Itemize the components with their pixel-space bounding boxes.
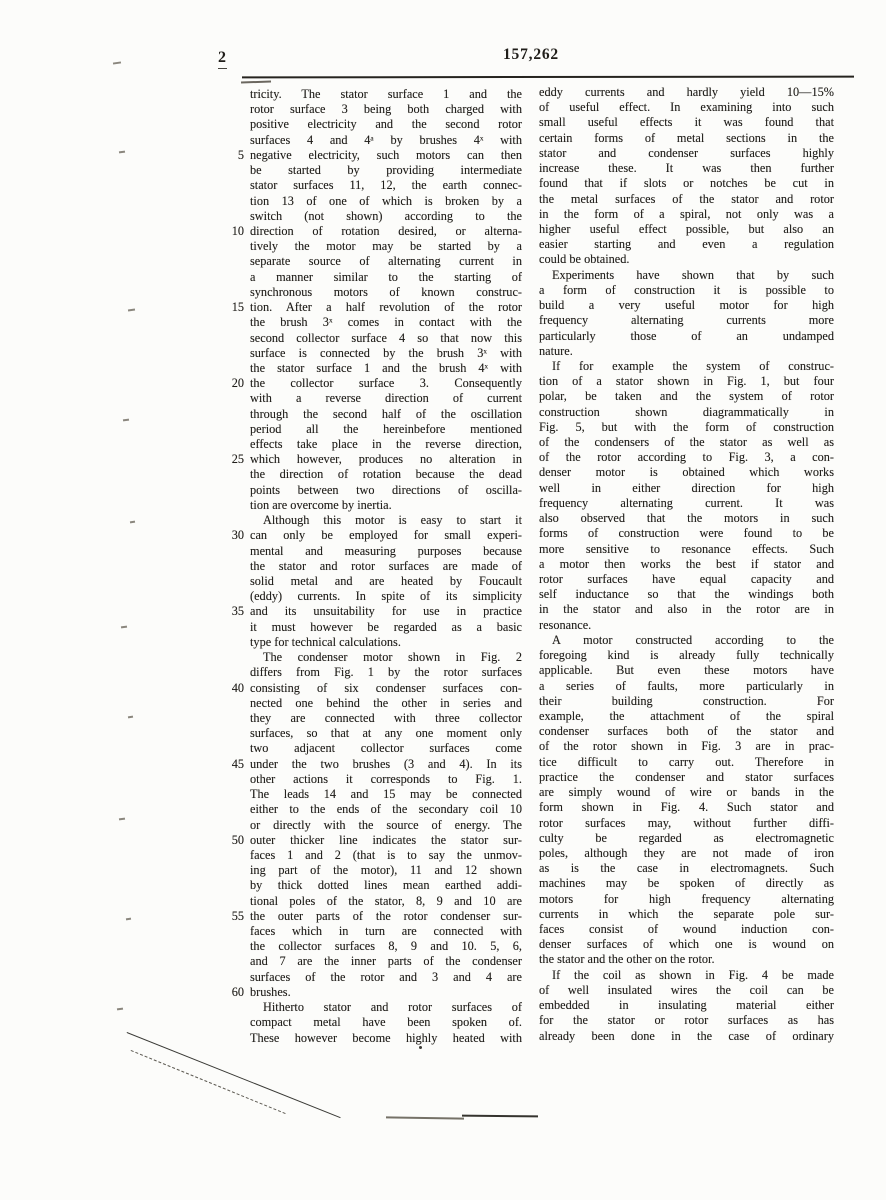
line-text: Fig. 5, but with the form of construction — [539, 419, 834, 434]
text-line — [250, 163, 522, 178]
text-line — [250, 87, 522, 102]
line-number: 15 — [231, 300, 244, 315]
page-number: 2 — [218, 49, 227, 69]
line-text: small useful effects it was found that — [539, 115, 834, 130]
line-text: the direction of rotation because the dead — [250, 467, 522, 482]
text-line — [539, 115, 834, 130]
line-text: which however, produces no alteration in — [250, 452, 522, 467]
text-line — [250, 924, 522, 939]
line-text: faces which in turn are connected with — [250, 924, 522, 939]
text-line — [539, 329, 834, 344]
text-line — [539, 861, 834, 876]
text-line — [539, 968, 834, 983]
line-text: practice the condenser and stator surfaces — [539, 769, 834, 784]
text-line — [250, 878, 522, 893]
text-line — [250, 178, 522, 193]
line-text: surface is connected by the brush 3ˣ with — [250, 345, 522, 360]
line-text: foregoing kind is already fully technically — [539, 648, 834, 663]
line-number: 10 — [231, 223, 244, 238]
text-line — [539, 694, 834, 709]
line-text: also observed that the motors in such — [539, 511, 834, 526]
text-line — [250, 346, 522, 361]
text-line — [231, 300, 522, 315]
text-line — [250, 711, 522, 726]
scan-speck — [113, 61, 121, 64]
text-line — [539, 420, 834, 435]
text-line — [250, 1031, 522, 1046]
line-text: for the stator or rotor surfaces as has — [539, 1013, 834, 1028]
line-text: These however become highly heated with — [250, 1030, 522, 1045]
text-line — [250, 239, 522, 254]
text-line — [539, 192, 834, 207]
scan-speck — [119, 151, 125, 154]
line-text: resonance. — [539, 617, 592, 632]
text-line — [539, 922, 834, 937]
line-text: stator and condenser surfaces highly — [539, 145, 834, 160]
line-text: of the condensers of the stator as well as — [539, 435, 834, 450]
text-line — [539, 739, 834, 754]
line-number: 50 — [231, 832, 244, 847]
line-text: outer thicker line indicates the stator sur- — [250, 832, 522, 847]
text-line — [539, 146, 834, 161]
text-line — [539, 389, 834, 404]
text-line — [539, 374, 834, 389]
text-line — [539, 511, 834, 526]
text-line — [539, 602, 834, 617]
text-line — [250, 772, 522, 787]
line-text: differs from Fig. 1 by the rotor surfaces — [250, 665, 522, 680]
text-line — [539, 1013, 834, 1028]
text-line — [231, 984, 522, 1000]
text-line — [250, 422, 522, 437]
text-line — [539, 648, 834, 663]
scan-speck — [128, 716, 133, 719]
line-text: ing part of the motor), 11 and 12 shown — [250, 863, 522, 878]
text-line — [539, 435, 834, 450]
line-text: second collector surface 4 so that now this — [250, 330, 522, 345]
text-line — [539, 983, 834, 998]
text-line — [250, 391, 522, 406]
line-text: form shown in Fig. 4. Such stator and — [539, 800, 834, 815]
text-line — [250, 589, 522, 604]
text-line — [250, 787, 522, 802]
line-text: and its unsuitability for use in practice — [250, 604, 522, 619]
line-text: or directly with the source of energy. The — [250, 817, 522, 832]
line-text: with a reverse direction of current — [250, 391, 522, 406]
text-line — [539, 709, 834, 724]
line-text: tion. After a half revolution of the rotor — [250, 300, 522, 315]
scan-smudge — [462, 1115, 538, 1118]
line-text: If for example the system of construc- — [552, 358, 834, 373]
line-text: the stator and the other on the rotor. — [539, 952, 715, 967]
line-text: a motor then works the best if stator and — [539, 556, 834, 571]
text-line — [250, 102, 522, 117]
line-text: motors for high frequency alternating — [539, 891, 834, 906]
line-text: faces 1 and 2 (that is to say the unmov- — [250, 847, 522, 862]
line-text: tricity. The stator surface 1 and the — [250, 87, 522, 101]
line-text: could be obtained. — [539, 252, 630, 267]
line-text: the collector surfaces 8, 9 and 10. 5, 6, — [250, 939, 522, 954]
line-text: consisting of six condenser surfaces con- — [250, 680, 522, 695]
line-text: surfaces 4 and 4ᵃ by brushes 4ˣ with — [250, 132, 522, 147]
text-line — [539, 283, 834, 298]
text-line — [237, 147, 522, 163]
text-line — [539, 298, 834, 313]
line-text: faces consist of wound induction con- — [539, 922, 834, 937]
text-line — [250, 635, 522, 650]
text-line — [539, 892, 834, 907]
scan-speck — [130, 521, 135, 524]
text-line — [250, 1015, 522, 1030]
line-text: rotor surfaces may, without further diffi- — [539, 815, 834, 830]
header-rule-dash — [241, 80, 271, 83]
text-line — [250, 331, 522, 346]
line-text: type for technical calculations. — [250, 634, 401, 649]
text-line — [539, 785, 834, 800]
text-line — [250, 696, 522, 711]
text-line — [539, 405, 834, 420]
text-line — [539, 724, 834, 739]
line-text: the outer parts of the rotor condenser sur- — [250, 908, 522, 923]
text-line — [250, 665, 522, 680]
text-line — [539, 481, 834, 496]
line-text: points between two directions of oscilla- — [250, 482, 522, 497]
line-text: are simply wound of wire or bands in the — [539, 785, 834, 800]
line-text: denser surfaces of which one is wound on — [539, 937, 834, 952]
line-text: the metal surfaces of the stator and rotor — [539, 191, 834, 206]
line-text: other actions it corresponds to Fig. 1. — [250, 771, 522, 786]
line-number: 45 — [231, 756, 244, 771]
text-line — [539, 313, 834, 328]
line-text: direction of rotation desired, or alterna- — [250, 223, 522, 238]
text-line — [539, 207, 834, 222]
line-text: Experiments have shown that by such — [552, 267, 834, 282]
line-text: frequency alternating current. It was — [539, 495, 834, 510]
line-text: period all the hereinbefore mentioned — [250, 421, 522, 436]
line-text: tional poles of the stator, 8, 9 and 10 are — [250, 893, 522, 908]
text-line — [539, 998, 834, 1013]
text-line — [250, 437, 522, 452]
text-line — [250, 863, 522, 878]
line-text: construction shown diagrammatically in — [539, 404, 834, 419]
header-rule — [242, 76, 854, 79]
scan-speck — [126, 918, 131, 921]
text-line — [250, 894, 522, 909]
text-line — [539, 465, 834, 480]
line-text: polar, be taken and the system of rotor — [539, 389, 834, 404]
line-text: machines may be spoken of directly as — [539, 876, 834, 891]
line-text: the brush 3ˣ comes in contact with the — [250, 315, 522, 330]
line-text: as is the case in electromagnets. Such — [539, 861, 834, 876]
line-text: positive electricity and the second rotor — [250, 117, 522, 132]
line-text: tion 13 of one of which is broken by a — [250, 193, 522, 208]
text-line — [250, 620, 522, 635]
line-text: poles, although they are not made of iron — [539, 845, 834, 860]
line-text: be started by providing intermediate — [250, 163, 522, 178]
line-text: compact metal have been spoken of. — [250, 1015, 522, 1030]
text-line — [539, 100, 834, 115]
line-text: surfaces of the rotor and 3 and 4 are — [250, 969, 522, 984]
line-text: increase these. It was then further — [539, 161, 834, 176]
text-line — [250, 802, 522, 817]
line-text: of the rotor according to Fig. 3, a con- — [539, 450, 834, 465]
text-line — [539, 937, 834, 952]
line-text: effects take place in the reverse direction, — [250, 437, 522, 452]
text-line — [250, 1000, 522, 1015]
scan-speck — [119, 818, 125, 821]
text-line — [539, 176, 834, 191]
text-line — [250, 544, 522, 559]
ink-dot — [419, 1046, 422, 1049]
text-line — [539, 876, 834, 891]
line-text: under the two brushes (3 and 4). In its — [250, 756, 522, 771]
text-line — [250, 513, 522, 528]
text-line — [539, 816, 834, 831]
scan-speck — [117, 1008, 123, 1011]
line-text: culty be regarded as electromagnetic — [539, 830, 834, 845]
line-text: well in either direction for high — [539, 480, 834, 495]
text-line — [250, 970, 522, 985]
text-line — [539, 359, 834, 374]
text-line — [539, 755, 834, 770]
text-line — [539, 907, 834, 922]
text-line — [250, 194, 522, 209]
text-line — [231, 680, 522, 696]
line-text: either to the ends of the secondary coil 10 — [250, 802, 522, 817]
line-text: synchronous motors of known construc- — [250, 284, 522, 299]
line-text: in the stator and also in the rotor are in — [539, 602, 834, 617]
text-line — [250, 407, 522, 422]
text-line — [539, 542, 834, 557]
line-text: rotor surface 3 being both charged with — [250, 102, 522, 117]
text-line — [539, 800, 834, 815]
text-line — [539, 846, 834, 861]
scan-speck — [123, 419, 129, 422]
line-text: the stator surface 1 and the brush 4ˣ with — [250, 360, 522, 375]
text-line — [539, 131, 834, 146]
text-line — [539, 252, 834, 267]
text-line — [250, 650, 522, 665]
text-line — [231, 756, 522, 772]
line-text: of the rotor shown in Fig. 3 are in prac- — [539, 739, 834, 754]
text-line — [539, 268, 834, 283]
text-line — [250, 559, 522, 574]
text-line — [539, 952, 834, 967]
text-line — [250, 117, 522, 132]
line-text: The condenser motor shown in Fig. 2 — [263, 650, 522, 665]
line-text: higher useful effect possible, but also an — [539, 221, 834, 236]
line-text: in the form of a spiral, not only was a — [539, 206, 834, 221]
line-text: a manner similar to the starting of — [250, 269, 522, 284]
line-text: build a very useful motor for high — [539, 298, 834, 313]
text-line — [250, 498, 522, 513]
line-text: surfaces, so that at any one moment only — [250, 726, 522, 741]
line-text: easier starting and even a regulation — [539, 237, 834, 252]
line-text: tice difficult to carry out. Therefore in — [539, 754, 834, 769]
line-text: a series of faults, more particularly in — [539, 678, 834, 693]
text-line — [250, 315, 522, 330]
line-text: of well insulated wires the coil can be — [539, 982, 834, 997]
text-line — [250, 133, 522, 148]
line-number: 5 — [237, 147, 244, 162]
text-line — [231, 528, 522, 543]
line-number: 25 — [231, 452, 244, 467]
text-line — [250, 818, 522, 833]
line-number: 40 — [231, 680, 244, 695]
text-line — [539, 222, 834, 237]
text-line — [250, 254, 522, 269]
line-text: separate source of alternating current in — [250, 254, 522, 269]
line-number: 30 — [231, 528, 244, 543]
line-text: solid metal and are heated by Foucault — [250, 574, 522, 588]
text-line — [250, 285, 522, 300]
line-text: of useful effect. In examining into such — [539, 100, 834, 115]
text-line — [250, 467, 522, 482]
line-text: stator surfaces 11, 12, the earth connec- — [250, 178, 522, 193]
line-text: their building construction. For — [539, 693, 834, 708]
line-text: eddy currents and hardly yield 10—15% — [539, 85, 834, 99]
line-text: negative electricity, such motors can then — [250, 147, 522, 162]
text-line — [539, 618, 834, 633]
text-line — [250, 726, 522, 741]
line-number: 20 — [231, 376, 244, 391]
line-text: denser motor is obtained which works — [539, 465, 834, 480]
text-line — [539, 633, 834, 648]
line-number: 55 — [231, 908, 244, 923]
text-line — [231, 832, 522, 848]
line-text: The leads 14 and 15 may be connected — [250, 787, 522, 802]
text-line — [539, 1029, 834, 1044]
text-line — [231, 376, 522, 391]
line-text: example, the attachment of the spiral — [539, 708, 834, 723]
line-text: tion of a stator shown in Fig. 1, but four — [539, 374, 834, 389]
crease-line-dashed — [131, 1050, 286, 1114]
scan-smudge — [386, 1116, 464, 1119]
line-text: switch (not shown) according to the — [250, 208, 522, 223]
text-line — [539, 587, 834, 602]
line-number: 35 — [231, 604, 244, 619]
line-text: mental and measuring purposes because — [250, 543, 522, 558]
line-text: currents in which the separate pole sur- — [539, 906, 834, 921]
line-text: (eddy) currents. In spite of its simplicity — [250, 589, 522, 604]
text-line — [539, 450, 834, 465]
line-text: particularly those of an undamped — [539, 328, 834, 343]
line-text: forms of construction were found to be — [539, 526, 834, 541]
line-text: already been done in the case of ordinary — [539, 1028, 834, 1043]
text-line — [250, 848, 522, 863]
line-text: tion are overcome by inertia. — [250, 497, 392, 512]
line-text: by thick dotted lines mean earthed addi- — [250, 878, 522, 893]
text-line — [539, 237, 834, 252]
patent-number: 157,262 — [503, 46, 559, 63]
scan-speck — [128, 309, 135, 312]
line-text: brushes. — [250, 984, 291, 999]
line-text: If the coil as shown in Fig. 4 be made — [552, 967, 834, 982]
line-text: through the second half of the oscillation — [250, 406, 522, 421]
line-text: A motor constructed according to the — [552, 632, 834, 647]
line-text: can only be employed for small experi- — [250, 528, 522, 543]
text-line — [250, 209, 522, 224]
text-line — [250, 270, 522, 285]
text-line — [231, 604, 522, 619]
line-text: found that if slots or notches be cut in — [539, 176, 834, 191]
text-line — [539, 679, 834, 694]
text-line — [250, 574, 522, 589]
text-line — [539, 85, 834, 100]
text-line — [539, 770, 834, 785]
line-text: two adjacent collector surfaces come — [250, 741, 522, 756]
text-line — [539, 344, 834, 359]
text-line — [250, 954, 522, 969]
line-number: 60 — [231, 984, 244, 999]
line-text: and 7 are the inner parts of the condenser — [250, 954, 522, 969]
text-line — [539, 526, 834, 541]
text-line — [250, 361, 522, 376]
text-line — [539, 572, 834, 587]
text-line — [231, 223, 522, 239]
line-text: frequency alternating currents more — [539, 313, 834, 328]
line-text: self inductance so that the windings both — [539, 587, 834, 602]
text-line — [231, 452, 522, 467]
text-line — [539, 557, 834, 572]
line-text: embedded in insulating material either — [539, 998, 834, 1013]
text-column-left — [231, 87, 522, 1046]
line-text: applicable. But even these motors have — [539, 663, 834, 678]
line-text: nature. — [539, 343, 573, 358]
text-line — [539, 161, 834, 176]
scan-speck — [121, 626, 127, 629]
line-text: the stator and rotor surfaces are made of — [250, 558, 522, 573]
line-text: it must however be regarded as a basic — [250, 619, 522, 634]
line-text: rotor surfaces have equal capacity and — [539, 572, 834, 586]
text-line — [231, 908, 522, 924]
line-text: tively the motor may be started by a — [250, 239, 522, 254]
line-text: the collector surface 3. Consequently — [250, 376, 522, 391]
text-line — [539, 831, 834, 846]
text-line — [250, 483, 522, 498]
line-text: certain forms of metal sections in the — [539, 130, 834, 145]
text-line — [250, 939, 522, 954]
text-line — [250, 741, 522, 756]
line-text: Hitherto stator and rotor surfaces of — [263, 1000, 522, 1015]
text-column-right — [539, 85, 834, 1044]
text-line — [539, 663, 834, 678]
line-text: a form of construction it is possible to — [539, 282, 834, 297]
line-text: more sensitive to resonance effects. Such — [539, 541, 834, 556]
text-line — [539, 496, 834, 511]
line-text: condenser surfaces both of the stator and — [539, 724, 834, 739]
line-text: Although this motor is easy to start it — [263, 513, 522, 528]
line-text: nected one behind the other in series and — [250, 695, 522, 710]
line-text: they are connected with three collector — [250, 710, 522, 725]
